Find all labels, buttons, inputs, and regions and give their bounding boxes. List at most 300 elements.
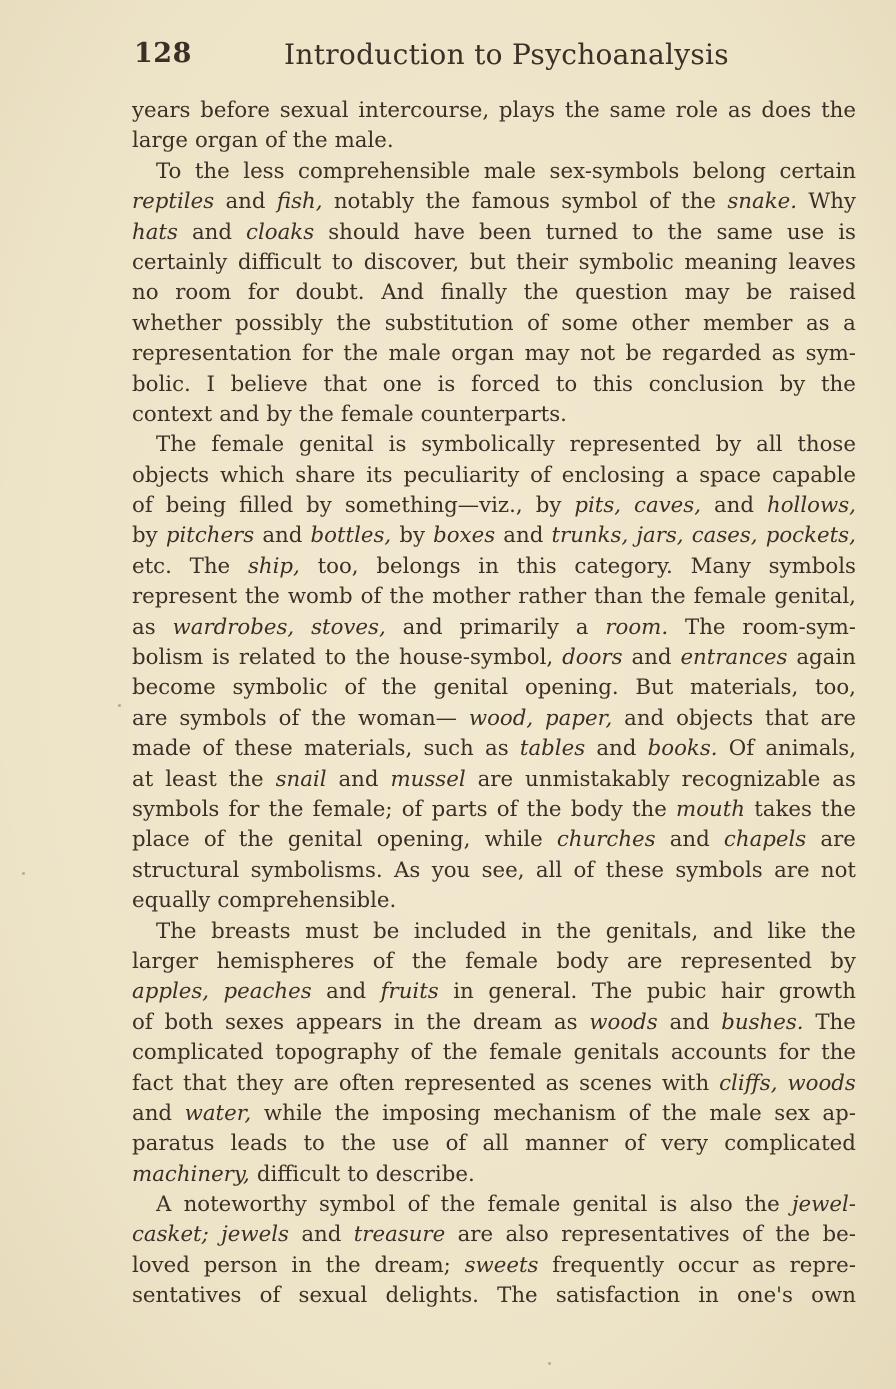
word: symbols bbox=[132, 796, 220, 822]
word: genitals, bbox=[605, 918, 699, 944]
word: woman— bbox=[358, 705, 457, 731]
word: as bbox=[727, 98, 752, 123]
word: are bbox=[477, 766, 514, 792]
word: those bbox=[797, 432, 856, 458]
word: being bbox=[165, 493, 227, 519]
word: but bbox=[469, 249, 506, 275]
word: symbolisms. bbox=[250, 857, 383, 883]
italic-word: pits, bbox=[574, 493, 622, 519]
word: As bbox=[394, 857, 421, 883]
word: the bbox=[343, 341, 379, 367]
italic-word: bottles, bbox=[310, 523, 392, 549]
text-line bbox=[132, 278, 856, 308]
word: by bbox=[266, 401, 292, 427]
word: while bbox=[484, 827, 543, 853]
word: been bbox=[478, 219, 532, 245]
word: of bbox=[530, 462, 551, 488]
word: occur bbox=[677, 1252, 739, 1278]
word: comprehensible. bbox=[217, 888, 397, 914]
word: use bbox=[786, 219, 825, 245]
word: appears bbox=[295, 1009, 383, 1035]
word: to bbox=[303, 1131, 325, 1157]
word: sym- bbox=[805, 341, 856, 367]
word: the bbox=[425, 189, 461, 215]
word: the bbox=[292, 128, 328, 154]
italic-word: fruits bbox=[380, 979, 439, 1005]
word: mother bbox=[432, 584, 511, 610]
word: leads bbox=[230, 1131, 288, 1157]
word: fact bbox=[132, 1070, 174, 1096]
word: rather bbox=[518, 584, 587, 610]
word: in bbox=[393, 1009, 415, 1035]
italic-word: water, bbox=[184, 1100, 252, 1126]
word: in bbox=[521, 918, 542, 944]
text-line bbox=[132, 1220, 856, 1250]
word: comprehensible bbox=[298, 158, 471, 184]
word: the bbox=[334, 1100, 370, 1126]
word: and bbox=[631, 645, 672, 671]
word: scenes bbox=[579, 1070, 652, 1096]
word: male bbox=[388, 341, 441, 367]
word: raised bbox=[789, 280, 856, 306]
word: be- bbox=[822, 1222, 856, 1248]
word: womb bbox=[287, 584, 353, 610]
word: bolic. bbox=[132, 371, 191, 397]
word: is bbox=[838, 219, 856, 245]
text-line bbox=[132, 1038, 856, 1068]
word: animals, bbox=[765, 736, 856, 762]
word: may bbox=[524, 341, 570, 367]
word: sexual bbox=[298, 1283, 368, 1309]
word: Of bbox=[728, 736, 755, 762]
text-line bbox=[132, 704, 856, 734]
word: A bbox=[156, 1192, 172, 1218]
italic-word: reptiles bbox=[132, 189, 215, 215]
word: belong bbox=[692, 158, 766, 184]
word: space bbox=[699, 462, 762, 488]
word: bolism bbox=[132, 645, 204, 671]
word: made bbox=[132, 736, 192, 762]
word: place bbox=[132, 827, 190, 853]
word: for bbox=[778, 1040, 810, 1066]
word: of bbox=[496, 796, 518, 822]
word: not bbox=[820, 857, 856, 883]
word: use bbox=[392, 1131, 430, 1157]
word: the bbox=[268, 796, 304, 822]
word: for bbox=[302, 341, 333, 367]
word: and bbox=[712, 918, 753, 944]
italic-word: snail bbox=[275, 766, 327, 792]
word: substitution bbox=[384, 310, 514, 336]
text-line bbox=[132, 157, 856, 187]
word: of bbox=[132, 1009, 153, 1035]
word: become bbox=[132, 675, 216, 701]
word: representatives bbox=[561, 1222, 730, 1248]
word: like bbox=[767, 918, 807, 944]
italic-word: trunks, bbox=[551, 523, 629, 549]
italic-word: pockets, bbox=[765, 523, 856, 549]
word: of bbox=[259, 1283, 281, 1309]
italic-word: chapels bbox=[723, 827, 807, 853]
word: the bbox=[744, 1192, 780, 1218]
body-text bbox=[132, 96, 856, 1312]
text-line bbox=[132, 1281, 856, 1311]
word: of bbox=[132, 493, 153, 519]
text-line bbox=[132, 430, 856, 460]
word: by bbox=[779, 371, 806, 397]
word: by bbox=[830, 948, 856, 974]
text-line bbox=[132, 370, 856, 400]
word: less bbox=[243, 158, 285, 184]
word: to bbox=[347, 1161, 369, 1187]
word: turned bbox=[545, 219, 619, 245]
word: such bbox=[423, 736, 474, 762]
word: regarded bbox=[662, 341, 762, 367]
word: one bbox=[382, 371, 422, 397]
word: genital bbox=[433, 675, 509, 701]
word: as bbox=[132, 614, 156, 640]
word: of bbox=[407, 1192, 429, 1218]
italic-word: churches bbox=[556, 827, 656, 853]
word: whether bbox=[132, 310, 222, 336]
word: the bbox=[355, 645, 391, 671]
word: category. bbox=[574, 553, 673, 579]
word: symbol bbox=[561, 189, 638, 215]
word: symbol bbox=[318, 1192, 396, 1218]
word: structural bbox=[132, 857, 240, 883]
word: of bbox=[372, 948, 394, 974]
word: difficult bbox=[256, 1161, 341, 1187]
word: and bbox=[338, 766, 379, 792]
word: in bbox=[453, 979, 474, 1005]
word: with bbox=[661, 1070, 710, 1096]
word: of bbox=[445, 1131, 467, 1157]
word: of bbox=[344, 675, 366, 701]
word: is bbox=[437, 371, 456, 397]
word: in bbox=[291, 1252, 312, 1278]
word: of bbox=[573, 857, 595, 883]
text-line bbox=[132, 613, 856, 643]
word: that bbox=[323, 371, 367, 397]
word: be bbox=[746, 280, 773, 306]
word: one's bbox=[737, 1283, 793, 1309]
word: while bbox=[263, 1100, 323, 1126]
word: these bbox=[234, 736, 293, 762]
word: all bbox=[756, 432, 783, 458]
word: parts bbox=[431, 796, 488, 822]
word: representation bbox=[132, 341, 292, 367]
text-line bbox=[132, 917, 856, 947]
word: a bbox=[843, 310, 856, 336]
word: as bbox=[771, 341, 796, 367]
word: male bbox=[483, 158, 537, 184]
word: mechanism bbox=[493, 1100, 617, 1126]
word: too, bbox=[317, 553, 359, 579]
word: peculiarity bbox=[403, 462, 520, 488]
text-line bbox=[132, 1008, 856, 1038]
italic-word: mouth bbox=[676, 796, 746, 822]
word: And bbox=[381, 280, 424, 306]
word: opening, bbox=[376, 827, 471, 853]
word: see, bbox=[481, 857, 525, 883]
word: symbolically bbox=[421, 432, 555, 458]
word: imposing bbox=[382, 1100, 481, 1126]
word: meaning bbox=[684, 249, 778, 275]
word: its bbox=[366, 462, 393, 488]
word: I bbox=[206, 371, 215, 397]
word: to bbox=[324, 645, 347, 671]
word: as bbox=[485, 736, 509, 762]
text-line bbox=[132, 521, 856, 551]
word: and bbox=[225, 189, 266, 215]
word: of bbox=[742, 1222, 763, 1248]
word: as bbox=[553, 1009, 578, 1035]
word: etc. bbox=[132, 553, 172, 579]
text-line bbox=[132, 339, 856, 369]
word: female; bbox=[312, 796, 393, 822]
word: than bbox=[594, 584, 643, 610]
word: doubt. bbox=[295, 280, 365, 306]
word: and bbox=[624, 705, 665, 731]
word: and bbox=[669, 1009, 710, 1035]
text-line bbox=[132, 1069, 856, 1099]
word: this bbox=[592, 371, 633, 397]
word: repre- bbox=[789, 1252, 856, 1278]
word: paratus bbox=[132, 1131, 215, 1157]
word: included bbox=[413, 918, 507, 944]
word: of bbox=[278, 705, 300, 731]
text-line bbox=[132, 491, 856, 521]
word: before bbox=[200, 98, 270, 123]
italic-word: sweets bbox=[464, 1252, 539, 1278]
word: pubic bbox=[646, 979, 707, 1005]
word: and bbox=[669, 827, 710, 853]
word: capable bbox=[771, 462, 856, 488]
italic-word: caves, bbox=[634, 493, 701, 519]
word: symbols bbox=[675, 857, 763, 883]
word: as bbox=[832, 766, 856, 792]
word: larger bbox=[132, 948, 199, 974]
word: primarily bbox=[459, 614, 559, 640]
italic-word: treasure bbox=[353, 1222, 446, 1248]
word: The bbox=[189, 553, 231, 579]
text-line bbox=[132, 96, 856, 126]
word: the bbox=[775, 1222, 811, 1248]
italic-word: jewel- bbox=[791, 1192, 856, 1218]
word: possibly bbox=[235, 310, 323, 336]
word: and bbox=[326, 979, 367, 1005]
word: genitals bbox=[573, 1040, 660, 1066]
word: filled bbox=[239, 493, 294, 519]
word: genital bbox=[572, 1192, 648, 1218]
italic-word: snake. bbox=[727, 189, 797, 215]
word: for bbox=[247, 280, 279, 306]
word: role bbox=[675, 98, 719, 123]
text-line bbox=[132, 218, 856, 248]
italic-word: hats bbox=[132, 219, 178, 245]
italic-word: wood, bbox=[468, 705, 534, 731]
word: delights. bbox=[385, 1283, 479, 1309]
word: of bbox=[360, 584, 382, 610]
word: the bbox=[526, 796, 562, 822]
word: as bbox=[805, 310, 830, 336]
word: dream bbox=[472, 1009, 543, 1035]
text-line bbox=[132, 1160, 856, 1190]
word: large bbox=[132, 128, 188, 154]
italic-word: jewels bbox=[221, 1222, 289, 1248]
word: are bbox=[457, 1222, 494, 1248]
italic-word: woods bbox=[787, 1070, 856, 1096]
italic-word: cloaks bbox=[246, 219, 315, 245]
word: same bbox=[716, 219, 773, 245]
word: belongs bbox=[376, 553, 461, 579]
text-line bbox=[132, 856, 856, 886]
word: in bbox=[478, 553, 499, 579]
italic-word: hollows, bbox=[767, 493, 856, 519]
word: is bbox=[659, 1192, 678, 1218]
word: not bbox=[579, 341, 616, 367]
word: represented bbox=[569, 432, 701, 458]
word: room bbox=[175, 280, 232, 306]
word: to bbox=[632, 219, 654, 245]
word: which bbox=[219, 462, 285, 488]
word: to bbox=[331, 249, 354, 275]
word: the bbox=[631, 796, 667, 822]
word: the bbox=[336, 310, 372, 336]
word: hair bbox=[720, 979, 765, 1005]
word: the bbox=[381, 675, 417, 701]
word: and bbox=[402, 614, 443, 640]
word: body bbox=[570, 796, 623, 822]
word: all bbox=[535, 857, 563, 883]
word: of bbox=[410, 1040, 432, 1066]
word: objects bbox=[132, 462, 210, 488]
italic-word: fish, bbox=[276, 189, 323, 215]
word: symbolic bbox=[232, 675, 328, 701]
word: are bbox=[626, 948, 663, 974]
word: is bbox=[388, 432, 407, 458]
word: the bbox=[564, 98, 600, 123]
italic-word: ship, bbox=[247, 553, 300, 579]
word: growth bbox=[778, 979, 856, 1005]
word: forced bbox=[471, 371, 541, 397]
italic-word: jars, bbox=[636, 523, 684, 549]
word: of bbox=[203, 827, 225, 853]
word: symbolic bbox=[578, 249, 674, 275]
word: female bbox=[340, 401, 414, 427]
word: at bbox=[132, 766, 154, 792]
word: and bbox=[301, 1222, 342, 1248]
text-line bbox=[132, 1190, 856, 1220]
word: the bbox=[389, 584, 425, 610]
word: member bbox=[702, 310, 793, 336]
italic-word: room. bbox=[605, 614, 669, 640]
text-line bbox=[132, 400, 856, 430]
text-line bbox=[132, 947, 856, 977]
word: of bbox=[649, 189, 670, 215]
word: complicated bbox=[132, 1040, 264, 1066]
word: all bbox=[482, 1131, 509, 1157]
word: the bbox=[821, 371, 856, 397]
word: question bbox=[575, 280, 668, 306]
word: the bbox=[194, 158, 230, 184]
word: they bbox=[236, 1070, 284, 1096]
word: house-symbol, bbox=[399, 645, 554, 671]
word: are bbox=[774, 857, 810, 883]
word: both bbox=[164, 1009, 214, 1035]
word: the bbox=[661, 1100, 697, 1126]
word: by bbox=[399, 523, 425, 549]
italic-word: stoves, bbox=[311, 614, 386, 640]
italic-word: boxes bbox=[433, 523, 496, 549]
word: least bbox=[165, 766, 217, 792]
word: is bbox=[212, 645, 230, 671]
text-line bbox=[132, 765, 856, 795]
word: The bbox=[685, 614, 726, 640]
word: own bbox=[811, 1283, 856, 1309]
word: describe. bbox=[375, 1161, 475, 1187]
word: by bbox=[535, 493, 562, 519]
running-title: Introduction to Psychoanalysis bbox=[284, 38, 729, 71]
word: the bbox=[325, 1252, 361, 1278]
word: represented bbox=[680, 948, 812, 974]
word: the bbox=[821, 1040, 856, 1066]
word: may bbox=[684, 280, 730, 306]
word: as bbox=[545, 1070, 570, 1096]
word: and bbox=[713, 493, 755, 519]
word: of bbox=[265, 128, 286, 154]
word: leaves bbox=[788, 249, 856, 275]
word: very bbox=[661, 1131, 709, 1157]
word: and bbox=[191, 219, 232, 245]
word: these bbox=[605, 857, 665, 883]
word: room-sym- bbox=[742, 614, 856, 640]
word: and bbox=[596, 736, 637, 762]
text-line bbox=[132, 309, 856, 339]
word: organ bbox=[451, 341, 515, 367]
text-line bbox=[132, 582, 856, 612]
word: body bbox=[556, 948, 609, 974]
word: counterparts. bbox=[420, 401, 567, 427]
word: equally bbox=[132, 888, 211, 914]
word: represent bbox=[132, 584, 238, 610]
italic-word: bushes. bbox=[721, 1009, 804, 1035]
word: materials, bbox=[303, 736, 413, 762]
text-line bbox=[132, 1129, 856, 1159]
word: the bbox=[681, 189, 717, 215]
word: loved bbox=[132, 1252, 190, 1278]
text-line bbox=[132, 1251, 856, 1281]
text-line bbox=[132, 126, 856, 156]
text-line bbox=[132, 673, 856, 703]
word: person bbox=[203, 1252, 278, 1278]
word: by bbox=[715, 432, 742, 458]
italic-word: mussel bbox=[390, 766, 466, 792]
word: female bbox=[465, 948, 538, 974]
text-line bbox=[132, 734, 856, 764]
word: sentatives bbox=[132, 1283, 242, 1309]
italic-word: books. bbox=[647, 736, 718, 762]
word: general. bbox=[488, 979, 578, 1005]
word: the bbox=[523, 280, 559, 306]
word: conclusion bbox=[648, 371, 764, 397]
word: of bbox=[527, 310, 548, 336]
paper-speck bbox=[548, 1362, 551, 1365]
word: the bbox=[821, 98, 856, 123]
word: the bbox=[411, 948, 447, 974]
word: complicated bbox=[724, 1131, 856, 1157]
italic-word: wardrobes, bbox=[172, 614, 295, 640]
